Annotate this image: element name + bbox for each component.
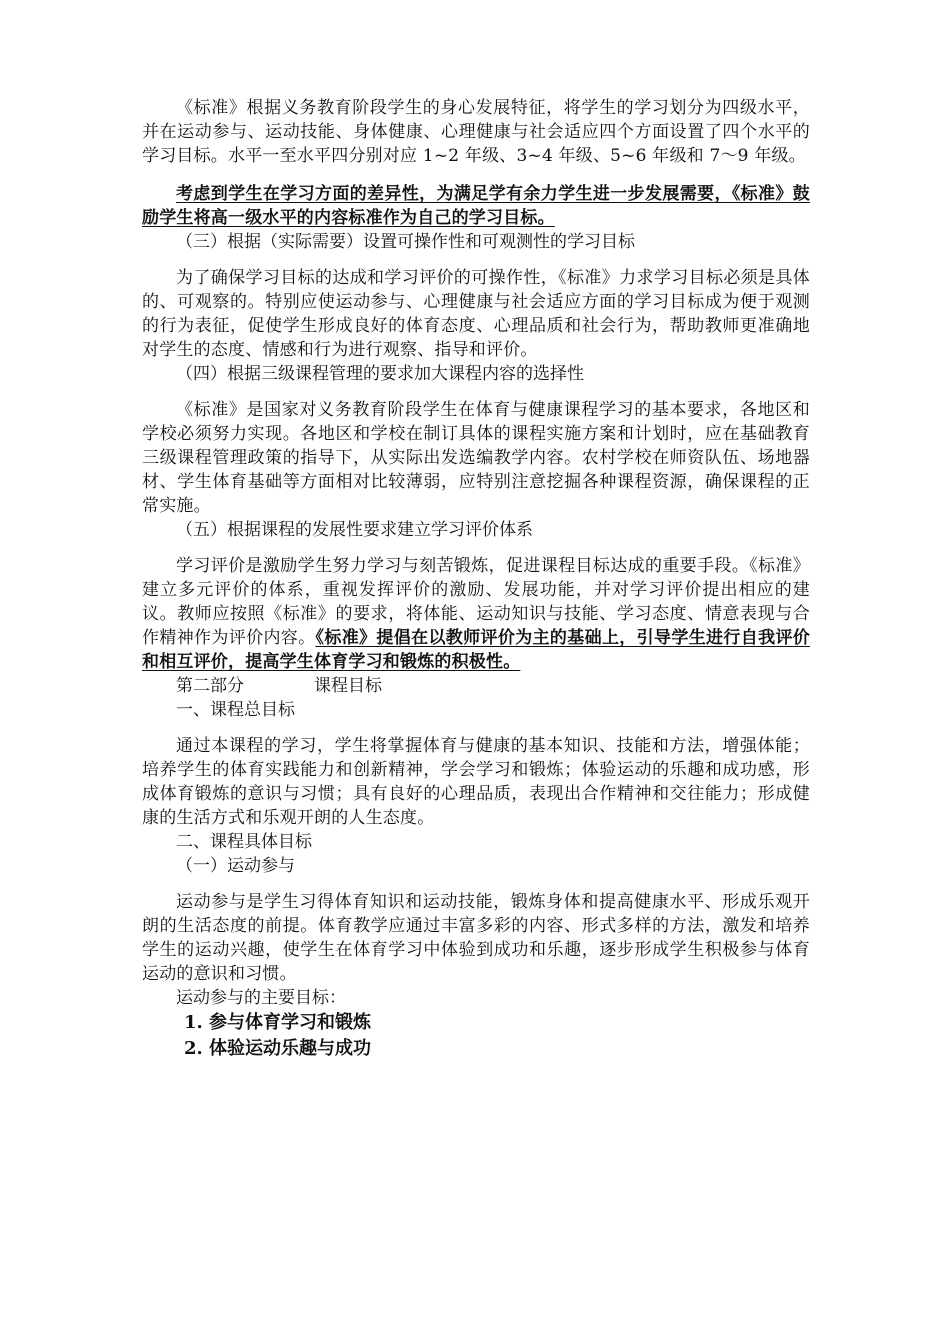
paragraph-evaluation-system bbox=[142, 554, 810, 674]
paragraph-overall-goal: 通过本课程的学习，学生将掌握体育与健康的基本知识、技能和方法，增强体能；培养学生的体育实践能力和创新精神，学会学习和锻炼；体验运动的乐趣和成功感，形成体育锻炼的意识与习惯；具有良好的心理品质，表现出合作精神和交往能力；形成健康的生活方式和乐观开朗的人生态度。 bbox=[142, 736, 810, 828]
list-item: 2. 体验运动乐趣与成功 bbox=[184, 1038, 372, 1059]
part-title bbox=[142, 674, 810, 698]
evaluation-text: 学习评价是激励学生努力学习与刻苦锻炼，促进课程目标达成的重要手段。《标准》建立多元评价的体系，重视发挥评价的激励、发展功能，并对学习评价提出相应的建议。教师应按照《标准》的要求，将体能、运动知识与技能、学习态度、情意表现与合作精神作为评价内容。 bbox=[142, 556, 810, 648]
list-item: 1. 参与体育学习和锻炼 bbox=[184, 1012, 372, 1033]
part-name: 课程目标 bbox=[314, 676, 382, 696]
paragraph-main-goals: 运动参与的主要目标： bbox=[176, 988, 346, 1008]
document-body bbox=[142, 96, 810, 1062]
heading-section-3: （三）根据（实际需要）设置可操作性和可观测性的学习目标 bbox=[176, 232, 635, 252]
part-number: 第二部分 bbox=[176, 676, 244, 696]
paragraph-sport-participation: 运动参与是学生习得体育知识和运动技能，锻炼身体和提高健康水平、形成乐观开朗的生活态度的前提。体育教学应通过丰富多彩的内容、形式多样的方法，激发和培养学生的运动兴趣，使学生在体育学习中体验到成功和乐趣，逐步形成学生积极参与体育运动的意识和习惯。 bbox=[142, 892, 810, 984]
heading-overall-goal: 一、课程总目标 bbox=[176, 700, 295, 720]
heading-specific-goals: 二、课程具体目标 bbox=[176, 832, 312, 852]
paragraph-curriculum-selection: 《标准》是国家对义务教育阶段学生在体育与健康课程学习的基本要求，各地区和学校必须努力实现。各地区和学校在制订具体的课程实施方案和计划时，应在基础教育三级课程管理政策的指导下，从实际出发选编教学内容。农村学校在师资队伍、场地器材、学生体育基础等方面相对比较薄弱，应特别注意挖掘各种课程资源，确保课程的正常实施。 bbox=[142, 400, 810, 516]
paragraph-levels: 《标准》根据义务教育阶段学生的身心发展特征，将学生的学习划分为四级水平，并在运动参与、运动技能、身体健康、心理健康与社会适应四个方面设置了四个水平的学习目标。水平一至水平四分别对应 1~2 年级、3~4 年级、5~6 年级和 7～9 年级。 bbox=[142, 98, 810, 166]
paragraph-higher-level-goals: 考虑到学生在学习方面的差异性，为满足学有余力学生进一步发展需要，《标准》鼓励学生将高一级水平的内容标准作为自己的学习目标。 bbox=[142, 184, 810, 228]
evaluation-emphasis: 《标准》提倡在以教师评价为主的基础上，引导学生进行自我评价和相互评价，提高学生体育学习和锻炼的积极性。 bbox=[142, 628, 810, 672]
heading-section-4: （四）根据三级课程管理的要求加大课程内容的选择性 bbox=[176, 364, 584, 384]
heading-section-5: （五）根据课程的发展性要求建立学习评价体系 bbox=[176, 520, 533, 540]
heading-sport-participation: （一）运动参与 bbox=[176, 856, 295, 876]
paragraph-observable-goals: 为了确保学习目标的达成和学习评价的可操作性，《标准》力求学习目标必须是具体的、可观察的。特别应使运动参与、心理健康与社会适应方面的学习目标成为便于观测的行为表征，促使学生形成良好的体育态度、心理品质和社会行为，帮助教师更准确地对学生的态度、情感和行为进行观察、指导和评价。 bbox=[142, 268, 810, 360]
